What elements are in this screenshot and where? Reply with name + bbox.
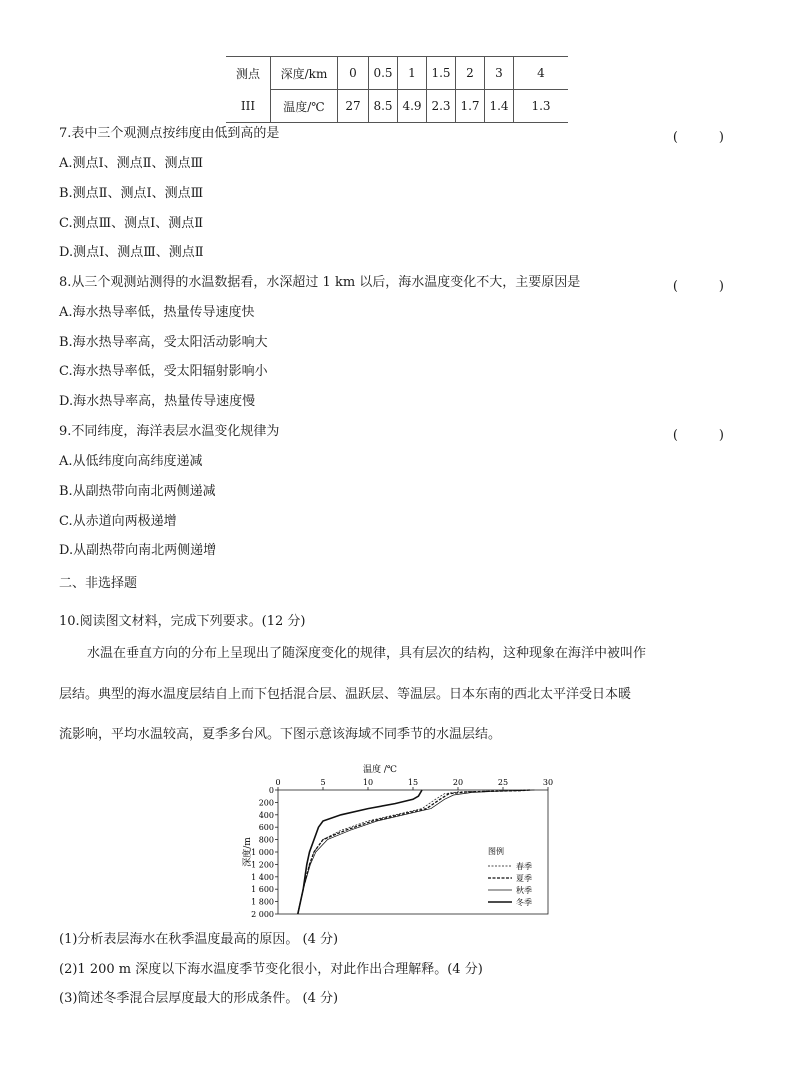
station-id: III (226, 90, 271, 123)
legend-label: 冬季 (516, 898, 532, 907)
y-axis-label: 深度/m (243, 837, 253, 867)
section-heading: 二、非选择题 (59, 576, 138, 591)
y-tick-label: 200 (258, 798, 274, 808)
table-cell: 8.5 (369, 90, 398, 123)
option: C.从赤道向两极递增 (59, 514, 177, 529)
legend-label: 春季 (516, 862, 532, 871)
table-cell: 4 (514, 57, 569, 90)
option: A.海水热导率低，热量传导速度快 (59, 305, 255, 320)
x-axis (275, 778, 553, 790)
option: D.海水热导率高，热量传导速度慢 (59, 394, 256, 409)
x-tick-label: 5 (320, 778, 326, 787)
table-cell: 0 (338, 57, 369, 90)
y-tick-label: 1 400 (251, 872, 274, 882)
table-cell: 27 (338, 90, 369, 123)
sub-question-2: (2)1 200 m 深度以下海水温度季节变化很小，对此作出合理解释。(4 分) (59, 962, 483, 977)
answer-bracket: ( ) (672, 428, 738, 443)
legend-label: 秋季 (516, 886, 532, 895)
option: B.测点Ⅱ、测点Ⅰ、测点Ⅲ (59, 186, 204, 201)
question-10-stem: 10.阅读图文材料，完成下列要求。(12 分) (59, 614, 306, 629)
option: B.从副热带向南北两侧递减 (59, 484, 216, 499)
sub-question-3: (3)简述冬季混合层厚度最大的形成条件。 (4 分) (59, 991, 339, 1006)
option: D.从副热带向南北两侧递增 (59, 543, 217, 558)
observation-table (226, 56, 568, 123)
x-tick-label: 30 (542, 778, 554, 787)
station-label: 测点 (226, 57, 271, 90)
table-cell: 1.4 (485, 90, 514, 123)
table-cell: 4.9 (398, 90, 427, 123)
y-tick-label: 1 200 (251, 860, 274, 870)
legend-title: 图例 (488, 847, 504, 856)
table-cell: 2 (456, 57, 485, 90)
table-cell: 3 (485, 57, 514, 90)
material-line: 流影响，平均水温较高，夏季多台风。下图示意该海域不同季节的水温层结。 (59, 727, 502, 742)
material-line: 层结。典型的海水温度层结自上而下包括混合层、温跃层、等温层。日本东南的西北太平洋受日本暖 (59, 687, 632, 702)
series-line-4 (298, 790, 422, 914)
option: B.海水热导率高，受太阳活动影响大 (59, 335, 268, 350)
answer-bracket: ( ) (672, 279, 738, 294)
question-7-stem: 7.表中三个观测点按纬度由低到高的是 (59, 126, 280, 141)
sub-question-1: (1)分析表层海水在秋季温度最高的原因。 (4 分) (59, 932, 339, 947)
water-temperature-chart (236, 762, 566, 920)
option: A.测点Ⅰ、测点Ⅱ、测点Ⅲ (59, 156, 204, 171)
y-tick-label: 1 800 (251, 897, 274, 907)
y-tick-label: 400 (258, 810, 274, 820)
answer-bracket: ( ) (672, 130, 738, 145)
material-line: 水温在垂直方向的分布上呈现出了随深度变化的规律，具有层次的结构，这种现象在海洋中被叫作 (87, 646, 647, 661)
table-cell: 1.3 (514, 90, 569, 123)
chart-title: 温度 /℃ (363, 765, 397, 775)
table-row (226, 57, 568, 90)
legend-label: 夏季 (516, 874, 532, 883)
table-cell: 1 (398, 57, 427, 90)
y-axis (251, 786, 278, 919)
table-cell: 2.3 (427, 90, 456, 123)
y-tick-label: 0 (268, 786, 274, 795)
table-cell: 0.5 (369, 57, 398, 90)
depth-label: 深度/km (271, 57, 338, 90)
option: A.从低纬度向高纬度递减 (59, 454, 203, 469)
table-cell: 1.5 (427, 57, 456, 90)
x-tick-label: 20 (452, 778, 464, 787)
option: C.海水热导率低，受太阳辐射影响小 (59, 364, 268, 379)
x-tick-label: 25 (497, 778, 509, 787)
y-tick-label: 600 (258, 823, 274, 833)
table-cell: 1.7 (456, 90, 485, 123)
x-tick-label: 15 (407, 778, 419, 787)
y-tick-label: 800 (258, 835, 274, 845)
question-9-stem: 9.不同纬度，海洋表层水温变化规律为 (59, 424, 280, 439)
legend (488, 846, 532, 907)
question-8-stem: 8.从三个观测站测得的水温数据看，水深超过 1 km 以后，海水温度变化不大，主要原因是 (59, 275, 581, 290)
x-tick-label: 0 (275, 778, 281, 787)
option: C.测点Ⅲ、测点Ⅰ、测点Ⅱ (59, 216, 204, 231)
table-row (226, 90, 568, 123)
y-tick-label: 2 000 (251, 910, 274, 919)
temp-label: 温度/℃ (271, 90, 338, 123)
option: D.测点Ⅰ、测点Ⅲ、测点Ⅱ (59, 245, 204, 260)
x-tick-label: 10 (362, 778, 374, 787)
plot-frame (278, 790, 548, 914)
y-tick-label: 1 600 (251, 885, 274, 895)
y-tick-label: 1 000 (251, 848, 274, 857)
